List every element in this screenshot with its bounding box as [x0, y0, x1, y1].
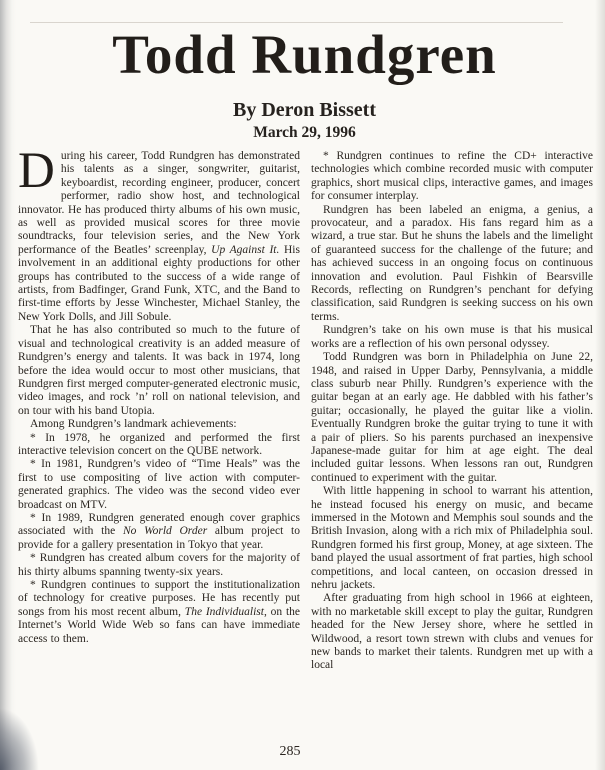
left-gutter-shadow: [0, 0, 16, 770]
text-segment: * Rundgren continues to support the institutionalization of technology for creative purposes. He has recently put songs from his most recent album,: [18, 579, 300, 618]
italic-text-segment: No World Order: [122, 525, 208, 538]
page-number: 285: [279, 744, 301, 759]
paragraph: [311, 485, 593, 592]
article-header: [18, 26, 591, 141]
paragraph: [18, 552, 300, 579]
top-rule-line: [30, 22, 563, 23]
dropcap-letter: D: [18, 143, 55, 199]
text-segment: Among Rundgren’s landmark achievements:: [30, 418, 237, 431]
paragraph: [18, 579, 300, 646]
text-segment: Rundgren has been labeled an enigma, a genius, a provocateur, and a paradox. His fans regard him as a wizard, a true star. But he shuns the labels and the limelight of guaranteed success for the challenge of the future; and has achieved success in an ongoing focus on continuous innovation and evolution. Paul Fishkin of Bearsville Records, reflecting on Rundgren’s penchant for defying classification, said Rundgren is seeking success on his own terms.: [311, 203, 593, 323]
text-segment: uring his career, Todd Rundgren has demonstrated his talents as a singer, songwriter, guitarist, keyboardist, recording engineer, producer, concert performer, radio show host, and technological innovator. He has produced thirty albums of his own music, as well as provided musical scores for three movie soundtracks, four television series, and the New York performance of the Beatles’ screenplay,: [18, 150, 300, 256]
paragraph: [311, 592, 593, 672]
paragraph: [311, 351, 593, 485]
text-segment: album project to provide for a gallery presentation in Tokyo that year.: [18, 525, 300, 551]
paragraph: [18, 143, 300, 324]
paragraph: [18, 418, 300, 431]
paragraph: [311, 204, 593, 325]
text-segment: After graduating from high school in 1966 at eighteen, with no marketable skill except to play the guitar, Rundgren headed for the New Jersey shore, where he settled in Wildwood, a resort town strewn with clubs and venues for new bands to market their talents. Rundgren met up with a local: [311, 592, 593, 672]
paragraph: [18, 458, 300, 512]
text-segment: With little happening in school to warrant his attention, he instead focused his energy on music, and became immersed in the Motown and Memphis soul sounds and the British Invasion, along with a rich mix of Philadelphia soul. Rundgren formed his first group, Money, at age sixteen. The band played the usual assortment of frat parties, high school competitions, and local canteen, on occasion dressed in nehru jackets.: [311, 485, 593, 591]
italic-text-segment: Up Against It.: [211, 243, 280, 256]
article-columns: [18, 143, 593, 673]
paragraph: [18, 512, 300, 552]
date-line: March 29, 1996: [253, 124, 356, 141]
byline: By Deron Bissett: [233, 99, 376, 121]
text-segment: , on the Internet’s World Wide Web so fans can have immediate access to them.: [18, 605, 300, 645]
text-segment: * Rundgren continues to refine the CD+ interactive technologies which combine recorded music with computer graphics, short musical clips, interactive games, and images for consumer interplay.: [311, 150, 593, 203]
text-segment: * In 1981, Rundgren’s video of “Time Heals” was the first to use compositing of live action with computer-generated graphics. The video was the second video ever broadcast on MTV.: [18, 458, 300, 511]
text-segment: Rundgren’s take on his own muse is that his musical works are a reflection of his own personal odyssey.: [311, 324, 593, 350]
right-edge-shadow: [595, 0, 605, 770]
italic-text-segment: The Individualist: [184, 605, 264, 618]
paragraph: [311, 324, 593, 351]
text-segment: Todd Rundgren was born in Philadelphia on June 22, 1948, and raised in Upper Darby, Pennsylvania, a middle class suburb near Philly. Rundgren’s experience with the guitar began at an early age. He dabbled with his father’s guitar; occasionally, he played the guitar like a violin. Eventually Rundgren broke the guitar trying to tune it with a pair of pliers. So his parents purchased an inexpensive Japanese-made guitar for him at age eight. The deal included guitar lessons. When lessons ran out, Rundgren continued to experiment with the guitar.: [311, 351, 593, 484]
paragraph: [18, 324, 300, 418]
paragraph: [18, 432, 300, 459]
text-segment: That he has also contributed so much to the future of visual and technological creativity is an added measure of Rundgren’s energy and talents. It was back in 1974, long before the idea would occur to most other musicians, that Rundgren first merged computer-generated electronic music, video images, and rock ’n’ roll on national television, and on tour with his band Utopia.: [18, 324, 300, 417]
text-segment: * In 1978, he organized and performed the first interactive television concert on the QUBE network.: [18, 431, 300, 457]
page-title: Todd Rundgren: [112, 24, 497, 85]
text-segment: His involvement in an additional eighty productions for other groups has contributed to the success of a wide range of artists, from Badfinger, Grand Funk, XTC, and the Band to first-time efforts by Jesse Winchester, Michael Stanley, the New York Dolls, and Jill Sobule.: [18, 243, 300, 323]
text-segment: * Rundgren has created album covers for the majority of his thirty albums spanning twenty-six years.: [18, 552, 300, 578]
column-right: [311, 150, 593, 673]
column-left: [18, 143, 300, 673]
text-segment: * In 1989, Rundgren generated enough cover graphics associated with the: [18, 511, 300, 538]
paragraph: [311, 150, 593, 204]
